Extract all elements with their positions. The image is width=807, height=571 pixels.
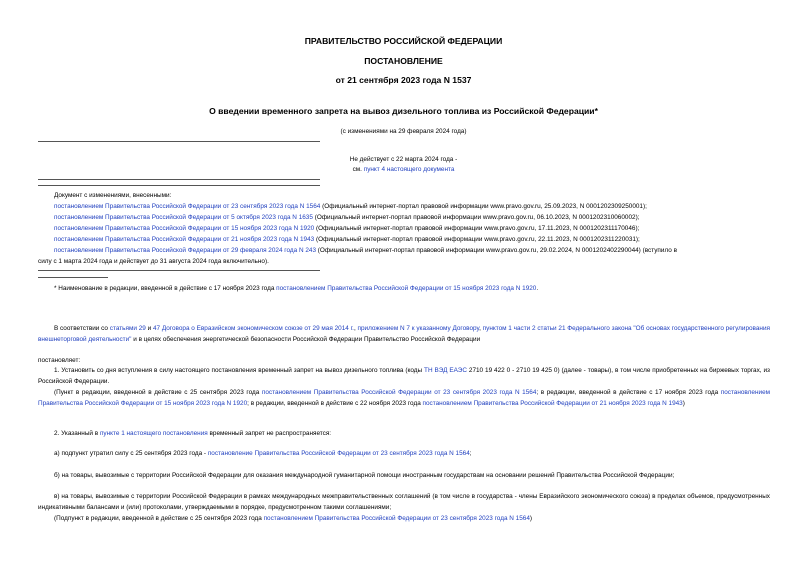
- federal-law-link[interactable]: пунктом 1 части 2 статьи 21 Федерального закона "Об основах государственного регулирования внешнеторговой деятельности": [38, 325, 770, 343]
- divider: [38, 179, 320, 180]
- footnote-link[interactable]: постановлением Правительства Российской Федерации от 15 ноября 2023 года N 1920: [276, 285, 537, 292]
- item-1-note: (Пункт в редакции, введенной в действие с 25 сентября 2023 года постановлением Правительства Российской Федерации от 23 сентября 2023 года N 1564; в редакции, введенной в действие с 17 ноября 2023 года постановлением Правительства Российской Федерации от 15 ноября 2023 года N 1920; в редакции, введенной в действие с 22 ноября 2023 года постановлением Правительства Российской Федерации от 21 ноября 2023 года N 1943): [38, 389, 771, 407]
- change-item-continuation: силу с 1 марта 2024 года и действует до 31 августа 2024 года включительно).: [38, 258, 269, 265]
- subitem-c: в) на товары, вывозимые с территории Российской Федерации в рамках международных межправительственных соглашений (в том числе в государства - члены Евразийского экономического союза) в пределах объемов, предусмотренных индикативными балансами и (или) протоколами, утверждаемыми в порядке, предусмотренном такими соглашениями;: [38, 493, 770, 511]
- amendment-link[interactable]: постановлением Правительства Российской Федерации от 21 ноября 2023 года N 1943: [422, 400, 683, 407]
- status-reference: см. пункт 4 настоящего документа: [352, 166, 455, 173]
- change-item: постановлением Правительства Российской Федерации от 21 ноября 2023 года N 1943 (Официальный интернет-портал правовой информации www.pravo.gov.ru, 22.11.2023, N 0001202311220031);: [54, 236, 640, 243]
- status-link[interactable]: пункт 4 настоящего документа: [363, 166, 455, 173]
- annex-7-link[interactable]: приложением N 7 к указанному Договору: [357, 325, 480, 332]
- change-item: постановлением Правительства Российской Федерации от 23 сентября 2023 года N 1564 (Официальный интернет-портал правовой информации www.pravo.gov.ru, 25.09.2023, N 0001202309250001);: [54, 203, 647, 210]
- article-29-link[interactable]: статьями 29: [109, 325, 146, 332]
- change-item: постановлением Правительства Российской Федерации от 29 февраля 2024 года N 243 (Официальный интернет-портал правовой информации www.pravo.gov.ru, 29.02.2024, N 0001202402290044) (вступило в: [54, 247, 677, 254]
- subitem-c-note: (Подпункт в редакции, введенной в действие с 25 сентября 2023 года постановлением Правительства Российской Федерации от 23 сентября 2023 года N 1564): [54, 515, 533, 522]
- status-line: Не действует с 22 марта 2024 года -: [349, 156, 458, 163]
- change-item: постановлением Правительства Российской Федерации от 15 ноября 2023 года N 1920 (Официальный интернет-портал правовой информации www.pravo.gov.ru, 17.11.2023, N 0001202311170046);: [54, 225, 640, 232]
- amendment-link[interactable]: постановлением Правительства Российской Федерации от 23 сентября 2023 года N 1564: [261, 389, 537, 396]
- decides-label: постановляет:: [38, 357, 81, 364]
- amendment-link[interactable]: постановлением Правительства Российской Федерации от 15 ноября 2023 года N 1920: [38, 389, 771, 407]
- eaeu-treaty-link[interactable]: 47 Договора о Евразийском экономическом союзе от 29 мая 2014 г.: [152, 325, 354, 332]
- footnote-divider: [38, 277, 108, 278]
- government-heading: ПРАВИТЕЛЬСТВО РОССИЙСКОЙ ФЕДЕРАЦИИ: [304, 36, 503, 46]
- change-link[interactable]: постановлением Правительства Российской Федерации от 15 ноября 2023 года N 1920: [54, 225, 315, 232]
- document-type: ПОСТАНОВЛЕНИЕ: [364, 56, 443, 66]
- changes-intro: Документ с изменениями, внесенными:: [54, 192, 172, 199]
- divider: [38, 270, 320, 271]
- subitem-a: а) подпункт утратил силу с 25 сентября 2023 года - постановление Правительства Российской Федерации от 23 сентября 2023 года N 1564;: [54, 450, 472, 457]
- amendment-link[interactable]: постановлением Правительства Российской Федерации от 23 сентября 2023 года N 1564: [263, 515, 530, 522]
- document-date-number: от 21 сентября 2023 года N 1537: [335, 75, 472, 85]
- divider: [38, 141, 320, 142]
- item-2-paragraph: 2. Указанный в пункте 1 настоящего постановления временный запрет не распространяется:: [54, 430, 332, 437]
- change-link[interactable]: постановлением Правительства Российской Федерации от 29 февраля 2024 года N 243: [54, 247, 317, 254]
- subitem-b: б) на товары, вывозимые с территории Российской Федерации для оказания международной гуманитарной помощи иностранным государствам на основании решений Правительства Российской Федерации;: [54, 472, 675, 479]
- item-1-paragraph: 1. Установить со дня вступления в силу настоящего постановления временный запрет на вывоз дизельного топлива (коды ТН ВЭД ЕАЭС 2710 19 422 0 - 2710 19 425 0) (далее - товары), в том числе приобретенных на биржевых торгах, из Российской Федерации.: [38, 367, 770, 385]
- item-1-ref-link[interactable]: пункте 1 настоящего постановления: [99, 430, 208, 437]
- amendment-note: (с изменениями на 29 февраля 2024 года): [340, 128, 467, 135]
- amendment-link[interactable]: постановление Правительства Российской Федерации от 23 сентября 2023 года N 1564: [207, 450, 470, 457]
- preamble-paragraph: В соответствии со статьями 29 и 47 Договора о Евразийском экономическом союзе от 29 мая 2014 г., приложением N 7 к указанному Договору, пунктом 1 части 2 статьи 21 Федерального закона "Об основах государственного регулирования внешнеторговой деятельности" и в целях обеспечения энергетической безопасности Российской Федерации Правительство Российской Федерации: [38, 325, 770, 343]
- divider: [38, 185, 320, 186]
- change-link[interactable]: постановлением Правительства Российской Федерации от 21 ноября 2023 года N 1943: [54, 236, 315, 243]
- change-item: постановлением Правительства Российской Федерации от 5 октября 2023 года N 1635 (Официальный интернет-портал правовой информации www.pravo.gov.ru, 06.10.2023, N 0001202310060002);: [54, 214, 640, 221]
- change-link[interactable]: постановлением Правительства Российской Федерации от 23 сентября 2023 года N 1564: [54, 203, 321, 210]
- change-link[interactable]: постановлением Правительства Российской Федерации от 5 октября 2023 года N 1635: [54, 214, 313, 221]
- footnote: * Наименование в редакции, введенной в действие с 17 ноября 2023 года постановлением Правительства Российской Федерации от 15 ноября 2023 года N 1920.: [54, 285, 539, 292]
- tn-ved-link[interactable]: ТН ВЭД ЕАЭС: [424, 367, 467, 374]
- document-title: О введении временного запрета на вывоз дизельного топлива из Российской Федерации*: [209, 106, 598, 116]
